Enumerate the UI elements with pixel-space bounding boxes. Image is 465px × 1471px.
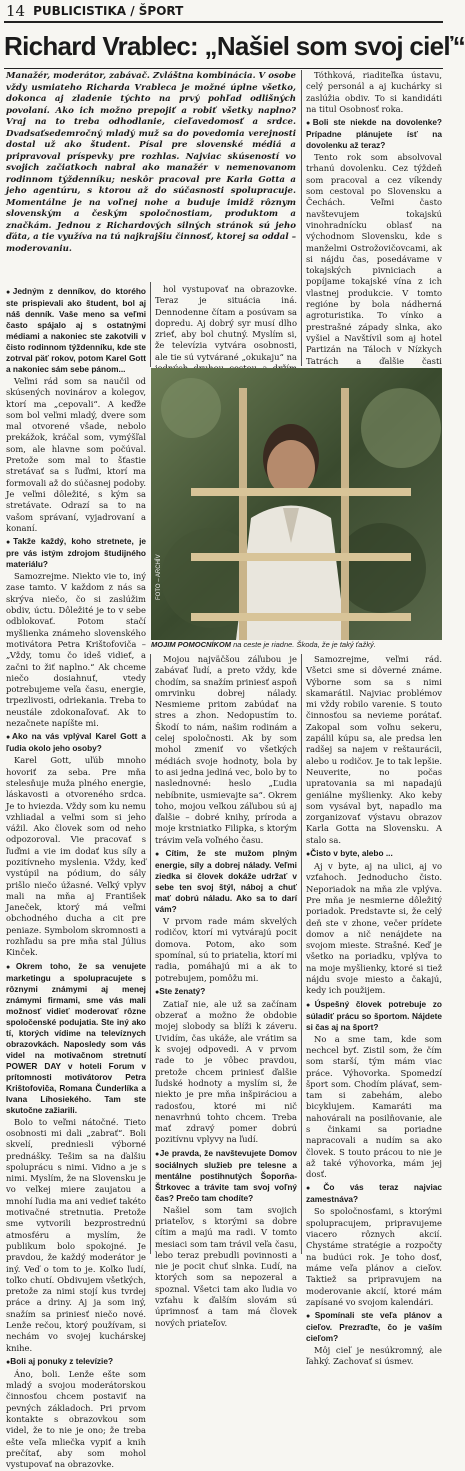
photo-illustration: [151, 368, 442, 640]
interview-question: ● Čo vás teraz najviac zamestnáva?: [306, 1182, 442, 1205]
column-divider: [301, 654, 302, 1254]
answer-paragraph: Tento rok som absolvoval trhanú dovolenku. Cez týždeň som pracoval a cez víkendy som cestoval po Slovensku a Čechách. Veľmi často navštevujem tokajskú vinohradnícku oblasť na východnom Slovensku, kde s manželmi Ostrožovičovcami, ak si nájdu čas, posedávame v tokajských pivniciach a popíjame tokajské vína z ich vlastnej produkcie. V tomto regióne by bola nádherná agroturistika. To vínko a prestrašné západy slnka, ako vyšiel a Navštívil som aj hotel Partizán na Táloch v Nízkych Tatrách a ďalšie časti: [306, 152, 442, 366]
interview-question: ● Boli aj ponuky z televízie?: [6, 1356, 146, 1368]
answer-paragraph: Môj cieľ je nesúkromný, ale ľahký. Zachovať si úsmev.: [306, 1345, 442, 1367]
interview-question: ● Cítim, že ste mužom plným energie, síly a dobrej nálady. Veľmi ziedka si človek dokáže udržať v sebe ten svoj štýl, náboj a chuť mať dobrú náladu. Ako sa to darí vám?: [155, 848, 297, 915]
section-name: PUBLICISTIKA / ŠPORT: [33, 4, 184, 18]
column-3-bottom: [306, 654, 442, 1367]
article-title: Richard Vrablec: „Našiel som svoj cieľ“: [4, 31, 465, 61]
column-1: [6, 284, 147, 1470]
answer-paragraph: Zatiaľ nie, ale už sa začínam obzerať a možno že obdobie mojej slobody sa blíži k záveru. Uvidím, čas ukáže, ale vrátim sa k svojej odpovedi. A v prvom rade to je vôbec pravdou, pretože chcem priniesť ďalšie ľudské hodnoty a myslím si, že niekto je pre mňa inšpiráciou a radosťou, ktoré mi nič nenavrhnú tohto chcem. Treba mať zdravý pomer dobrú pozitívnu vplyvy na ľudí.: [155, 998, 297, 1145]
column-divider: [150, 654, 151, 1254]
answer-paragraph: Karel Gott, uľúb mnoho hovoriť za seba. Pre mňa stelesňuje muža plného energie, láskavosti a otvoreného srdca. Je to hviezda. Vždy som ku nemu vzhliadal a veľmi som si jeho vážil. Ako človek som od neho odpozoroval. Vie pracovať s ľuďmi a vie im dodať kus síly a pozitívneho myslenia. Vždy, keď vystúpil na pódium, do sály prišlo niečo úžasné. Veľký vplyv mali na mňa aj František Janeček, ktorý má veľmi obchodného ducha a cit pre peniaze. Symbolom skromnosti a rozhľadu sa pre mňa stal Július Kinček.: [6, 755, 147, 958]
column-2-top: [155, 284, 297, 364]
caption-text: na ceste je riadne. Škoda, že je taký ťažký.: [231, 640, 376, 649]
answer-paragraph: Samozrejme, veľmi rád. Všetci sme si dôverné známe. Výborne som sa s nimi skamarátil. Najviac problémov mi vždy robilo varenie. S touto činnosťou sa nevieme porátať. Zakopal som voľnu sekeru, zapálil kúpu sa, ale predsa len radšej sa najem v reštaurácii, alebo u rodičov. Je to tak lepšie. Neuverite, no počas upratovania sa mi napadajú geniálne myšlienky. Ako keby som vysával byt, napadlo ma zorganizovať výstavu obrazov Karla Gotta na Slovensku. A stalo sa.: [306, 654, 442, 845]
answer-paragraph: V prvom rade mám skvelých rodičov, ktorí mi vytvárajú pocit domova. Potom, ako som spomínal, sú to priatelia, ktorí mi radia, pomáhajú mi a ak to potrebujem, pomôžu mi.: [155, 916, 297, 983]
interview-question: ● Jedným z denníkov, do ktorého ste prispievali ako študent, bol aj náš denník. Vaše meno sa veľmi často spájalo aj s ostatnými médiami a nakoniec ste zakotvili v čisto rodinnom týždenníku, kde ste zotrval päť rokov, potom Karel Gott a nakoniec sám sebe pánom...: [6, 286, 146, 375]
interview-question: ● Okrem toho, že sa venujete marketingu a spolupracujete s rôznymi známymi aj menej známymi firmami, sme vás mali možnosť vidieť moderovať rôzne spoločenské podujatia. Ste iný ako tí, ktorých vídime na televíznych obrazovkách. Naposledy som vás videl na motivačnom stretnutí POWER DAY v hoteli Forum v prítomnosti motivátorov Petra Krištofoviča, Romana Čunderlíka a Ivana Líhosiekého. Tam ste skutočne zažiarili.: [6, 961, 146, 1116]
page-header: [6, 3, 442, 19]
answer-paragraph: hol vystupovať na obrazovke. Teraz je situácia iná. Dennodenne čítam a posúvam sa dopredu. Aj dobrý syr musí dlho zrieť, aby bol chutný. Myslím si, že televízia vytvára osobnosti, ale tie sú vytvárané „okukaju“ na: [155, 284, 297, 362]
column-2-bottom: [155, 654, 297, 1328]
interview-question: ● Spomínali ste veľa plánov a cieľov. Prezraďte, čo je vaším cieľom?: [306, 1310, 442, 1344]
interview-question: ● Ako na vás vplýval Karel Gott a ľudia okolo jeho osoby?: [6, 731, 146, 754]
header-rule: [4, 21, 443, 23]
answer-paragraph: Bolo to veľmi nátočné. Tieto osobnosti mi dali „zabrať“. Boli skvelí, predniesli výborné prednášky. Tešim sa na ďalšiu spoluprácu s nimi. Vidno a je s nimi. Myslím, že na Slovensku je vo veľkej miere zaujatou a mnohí ľudia ma ani vedieť takéto motivačné stretnutia. Pretože sme vytvorili bezprostrednú atmosféru a myslím, že publikum bolo spokojné. Je pravdou, že každý moderátor je iný. Veď o tom to je. Koľko ľudí, toľko chutí. Obdivujem všetkých, pretože za nimi stojí kus tvrdej práce a driny. Aj ja som iný, snažím sa priniesť niečo nové. Lenže rečou, ktorý používam, si nechám vo svojej kuchárskej knihe.: [6, 1116, 146, 1353]
column-divider: [150, 282, 151, 367]
answer-paragraph: Aj v byte, aj na ulici, aj vo vzťahoch. Jednoducho čisto. Neporiadok na mňa zle vplýva. Pre mňa je nesmierne dôležitý poriadok. Predstavte si, že celý deň ste v zhone, večer prídete domov a nič nenájdete na svojom mieste. Strašné. Keď je všetko na poriadku, vplýva to na moje myšlienky, ktoré si tiež nájdu svoje miesto a čakajú, kedy ich použijem.: [306, 861, 442, 996]
interview-question: ● Takže každý, koho stretnete, je pre vás istým zdrojom študijného materiálu?: [6, 536, 146, 570]
photo-credit: FOTO – ARCHÍV: [156, 554, 162, 600]
title-rule: [4, 68, 443, 69]
article-intro: Manažér, moderátor, zabávač. Zvláštna kombinácia. V osobe vždy usmiateho Richarda Vrableca je možné úplne všetko, dokonca aj zladenie týchto na prvý pohľad odlišných povolaní. Ako ich možno prepojiť a robiť všetky naplno? Vraj na to treba odhodlanie, cieľavedomosť a srdce. Dvadsaťsedemročný mladý muž sa do povedomia verejnosti dostal už ako študent. Písal pre slovenské médiá a pripravoval príspevky pre rozhlas. Najviac skúseností vo svojich začiatkoch nabral ako manažér v nemenovanom rodinnom týždenníku; neskôr pracoval pre Karla Gotta a jeho agentúru, s ktorou až do súčasnosti spolupracuje. Momentálne je na voľnej nohe a buduje imidž rôznym slovenským a českým spoločnostiam, produktom a značkám. Jednou z Richardových silných stránok sú jeho ďáta, a tie využíva na tú najkrajšiu činnosť, ktorej sa oddal – moderovaniu.: [6, 71, 296, 254]
interview-question: ● Boli ste niekde na dovolenke? Prípadne plánujete ísť na dovolenku až teraz?: [306, 117, 442, 151]
interview-question: ● Úspešný človek potrebuje zo súladiť prácu so športom. Nájdete si čas aj na šport?: [306, 999, 442, 1033]
page-number: 14: [6, 2, 26, 20]
portrait-photo: [151, 368, 442, 640]
answer-paragraph: So spoločnosťami, s ktorými spolupracujem, pripravujeme viacero rôznych akcií. Chystáme stratégie a rozpočty na budúci rok. Je toho dosť, máme veľa plánov a cieľov. Taktiež sa pripravujem na moderovanie akcií, ktoré mám zapísané vo svojom kalendári.: [306, 1206, 442, 1307]
interview-question: ● Ste ženatý?: [155, 986, 297, 998]
photo-caption: [151, 640, 442, 652]
interview-question: ● Je pravda, že navštevujete Domov sociálnych služieb pre telesne a mentálne postihnutých Šoporňa-Štrkovec a trávite tam svoj voľný čas? Prečo tam chodíte?: [155, 1148, 297, 1204]
answer-paragraph: Veľmi rád som sa naučil od skúsených novinárov a kolegov, ktorí ma „cepovali“. A keďže som bol veľmi mladý, dvere som mal otvorené všade, nebolo prekážok, kráčal som, vymýšľal som, ale hlavne som počúval. Pretože som mal to šťastie stretávať sa s ľuďmi, ktorí ma formovali až do súčasnej podoby. Je veľmi dôležité, s kým sa stretávate. Odrazí sa to na vašom správaní, vyjadrovaní a konaní.: [6, 376, 146, 533]
interview-question: ● Čisto v byte, alebo ...: [306, 848, 442, 860]
column-divider: [301, 70, 302, 366]
caption-lead: MOJIM POMOCNÍKOM: [151, 640, 231, 649]
column-3-top: [306, 70, 442, 364]
answer-paragraph: No a sme tam, kde som nechcel byť. Zistil som, že čím som starší, tým mám viac práce. Výhovorka. Spomedzí šport som. Chodím plávať, sem-tam si zabehám, alebo bicyklujem. Kamaráti ma nahovárali na posilňovanie, ale s činkami sa poriadne napracovali a nudím sa ako človek. S touto prácou to nie je až také výhovorka, mám jej dosť.: [306, 1033, 442, 1180]
answer-paragraph: Tóthková, riaditeľka ústavu, celý personál a aj kuchárky si zaslúžia obdiv. To si kandidáti na titul Osobnosť roka.: [306, 70, 442, 114]
answer-paragraph: Samozrejme. Niekto vie to, iný zase tamto. V každom z nás sa skrýva niečo, čo si zaslúžim obdiv, úctu. Dôležité je to v sebe odblokovať. Potom stačí myšlienka známeho slovenského motivátora Petra Krištofoviča – „Vždy, tomu čo ideš vidieť, a začni to žiť naplno.“ Ak chceme niečo dosiahnuť, vtedy potrebujeme veľa času, energie, trpezlivosti, odriekania. Treba to neustále zdokonaľovať. Ak to nezačnete napíšte mi.: [6, 571, 146, 729]
answer-paragraph: Mojou najväčšou záľubou je zabávať ľudí, a preto vždy, kde chodím, sa snažím priniesť aspoň omrvinku dobrej nálady. Nesmieme pritom zabúdať na stres a zhon. Nedopustím to. Škodí to nám, našim rodinám a celej spoločnosti. Ak by som mohol zmeniť vo všetkých médiách svoje hodnoty, bola by to asi jedna jediná vec, bolo by to naslednovné: heslo „Ľudia nebíbnite, usmievajte sa“. Okrem toho, mojou veľkou záľubou sú aj ďalšie – dobré knihy, príroda a moje krstniatko Filipka, s ktorým trávim veľa voľného času.: [155, 654, 297, 845]
answer-paragraph: Áno, boli. Lenže ešte som mladý a svojou moderátorskou činnosťou chcem postaviť na pevných základoch. Pri prvom kontakte s obrazovkou som videl, že to nie je ono; že treba ešte veľa mliečka vypiť a knih prečítať, aby som mohol vystupovať na obrazovke.: [6, 1368, 146, 1470]
answer-paragraph: Našiel som tam svojich priateľov, s ktorými sa dobre cítim a majú ma radi. V tomto mesiaci som tam trávil veľa času, lebo teraz prebudli povinnosti a nie je pocit chuť slnka. Ľudí, na ktorých som sa nepozeral a spoznal. Všetci tam ako ľudia vo vzťahu k ďalším slovám sú úprimnosť a tam má človek nových priateľov.: [155, 1204, 297, 1328]
